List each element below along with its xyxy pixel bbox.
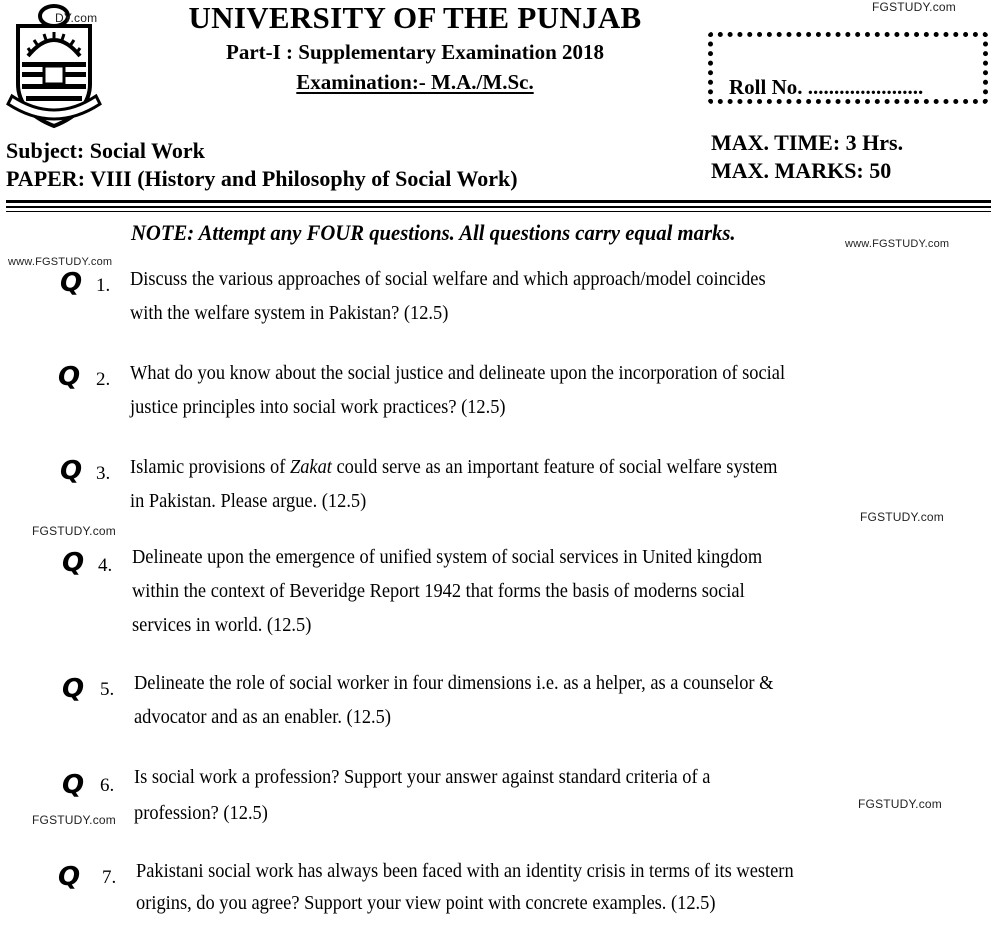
q-handwritten-mark: Q: [60, 268, 83, 298]
watermark: DY.com: [55, 11, 98, 25]
watermark: FGSTUDY.com: [872, 0, 956, 14]
question-text: What do you know about the social justice and delineate upon the incorporation of social: [130, 362, 786, 384]
question-number: 4.: [98, 555, 113, 576]
roll-number-box: [708, 32, 988, 104]
question-number: 6.: [100, 775, 115, 796]
question-number: 5.: [100, 679, 115, 700]
subject: Subject: Social Work: [6, 138, 205, 163]
question-number: 1.: [96, 275, 111, 296]
question-text: with the welfare system in Pakistan? (12.5): [130, 302, 449, 324]
instructions-note: NOTE: Attempt any FOUR questions. All questions carry equal marks.: [131, 220, 736, 245]
paper-title: PAPER: VIII (History and Philosophy of Social Work): [6, 166, 518, 191]
question-text: services in world. (12.5): [132, 614, 312, 636]
q-handwritten-mark: Q: [58, 862, 81, 892]
question-number: 3.: [96, 463, 111, 484]
watermark: FGSTUDY.com: [858, 797, 942, 811]
max-time: MAX. TIME: 3 Hrs.: [711, 130, 904, 155]
question-text: Delineate the role of social worker in four dimensions i.e. as a helper, as a counselor &: [134, 672, 774, 694]
university-title: UNIVERSITY OF THE PUNJAB: [188, 0, 642, 35]
question-text: in Pakistan. Please argue. (12.5): [130, 490, 367, 512]
question-text: Is social work a profession? Support your answer against standard criteria of a: [134, 766, 711, 788]
question-text: Pakistani social work has always been faced with an identity crisis in terms of its western: [136, 860, 794, 882]
question-text: Discuss the various approaches of social welfare and which approach/model coincides: [130, 268, 766, 290]
watermark: FGSTUDY.com: [32, 813, 116, 827]
max-marks: MAX. MARKS: 50: [711, 158, 892, 183]
roll-number-label: Roll No. ......................: [729, 75, 924, 99]
q-handwritten-mark: Q: [62, 548, 85, 578]
q-handwritten-mark: Q: [60, 456, 83, 486]
question-text: origins, do you agree? Support your view point with concrete examples. (12.5): [136, 892, 716, 914]
question-text: Delineate upon the emergence of unified system of social services in United kingdom: [132, 546, 763, 568]
question-number: 7.: [102, 867, 117, 888]
question-text: within the context of Beveridge Report 1942 that forms the basis of moderns social: [132, 580, 745, 602]
watermark: www.FGSTUDY.com: [845, 238, 950, 250]
watermark: www.FGSTUDY.com: [8, 256, 113, 268]
watermark: FGSTUDY.com: [32, 524, 116, 538]
question-text: Islamic provisions of Zakat could serve as an important feature of social welfare system: [130, 456, 778, 478]
exam-part: Part-I : Supplementary Examination 2018: [226, 40, 604, 64]
question-number: 2.: [96, 369, 111, 390]
divider: [6, 206, 991, 208]
divider: [6, 211, 991, 212]
q-handwritten-mark: Q: [58, 362, 81, 392]
watermark: FGSTUDY.com: [860, 510, 944, 524]
question-text: advocator and as an enabler. (12.5): [134, 706, 391, 728]
q-handwritten-mark: Q: [62, 770, 85, 800]
question-text: justice principles into social work practices? (12.5): [130, 396, 506, 418]
divider: [6, 200, 991, 203]
question-text: profession? (12.5): [134, 802, 268, 824]
q-handwritten-mark: Q: [62, 674, 85, 704]
examination-degree: Examination:- M.A./M.Sc.: [296, 70, 534, 94]
